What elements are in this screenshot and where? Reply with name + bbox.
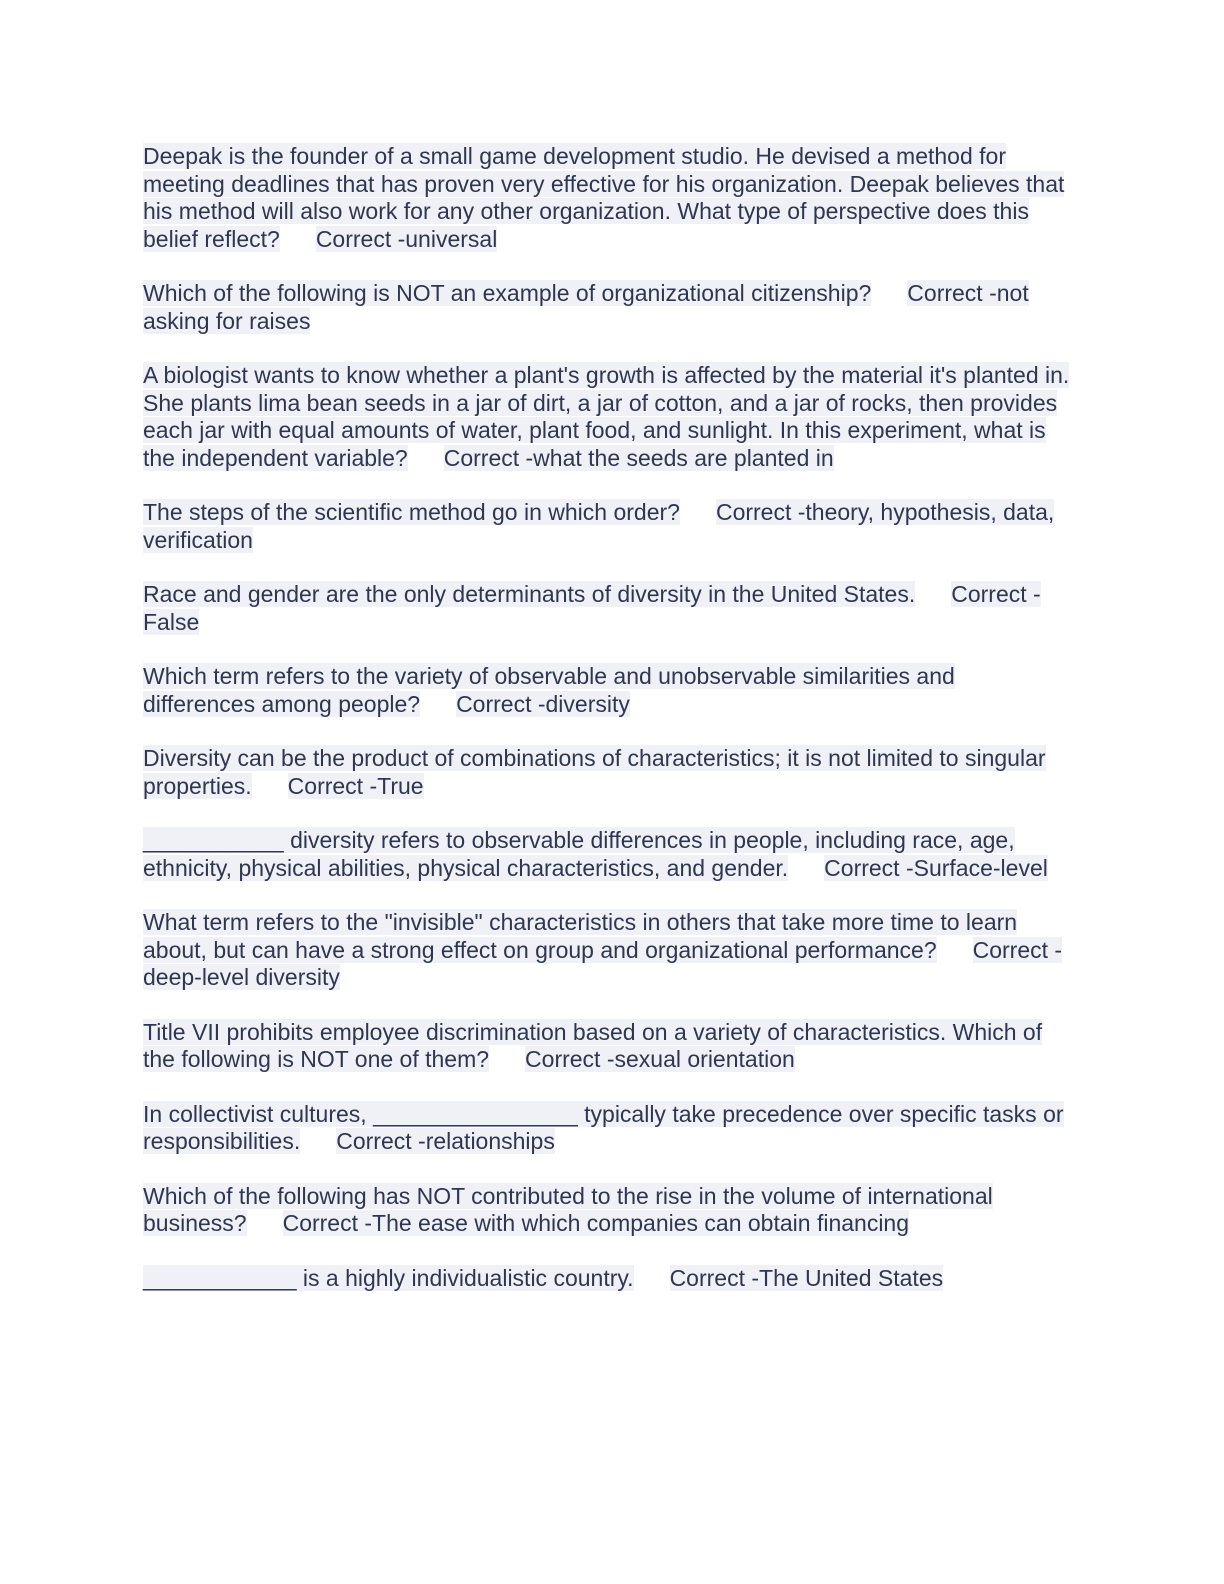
answer-text: Correct -relationships bbox=[336, 1128, 555, 1154]
qa-item-13 bbox=[143, 1265, 1073, 1293]
qa-item-1 bbox=[143, 143, 1073, 253]
question-text: Which of the following is NOT an example of organizational citizenship? bbox=[143, 280, 872, 306]
answer-text: Correct -deep-level diversity bbox=[143, 936, 1063, 990]
document-page bbox=[143, 143, 1073, 1319]
question-text: What term refers to the "invisible" characteristics in others that take more time to learn about, but can have a strong effect on group and organizational performance? bbox=[143, 909, 1018, 963]
answer-text: Correct -True bbox=[287, 772, 424, 799]
question-text: ____________ is a highly individualistic country. bbox=[143, 1264, 634, 1291]
qa-item-10 bbox=[143, 1019, 1073, 1074]
qa-item-12 bbox=[143, 1183, 1073, 1238]
qa-item-6 bbox=[143, 663, 1073, 718]
question-text: ___________ diversity refers to observable differences in people, including race, age, ethnicity, physical abilities, physical characteristics, and gender. bbox=[143, 827, 1015, 881]
question-text: The steps of the scientific method go in which order? bbox=[143, 499, 680, 525]
question-text: Which of the following has NOT contributed to the rise in the volume of international business? bbox=[143, 1182, 993, 1236]
qa-item-5 bbox=[143, 581, 1073, 636]
answer-text: Correct -Surface-level bbox=[824, 854, 1048, 881]
question-text: A biologist wants to know whether a plant's growth is affected by the material it's planted in. She plants lima bean seeds in a jar of dirt, a jar of cotton, and a jar of rocks, then provides each jar with equal amounts of water, plant food, and sunlight. In this experiment, what is the independent variable? bbox=[143, 362, 1070, 471]
question-text: Race and gender are the only determinants of diversity in the United States. bbox=[143, 581, 916, 607]
answer-text: Correct -theory, hypothesis, data, verification bbox=[143, 499, 1055, 553]
question-text: In collectivist cultures, ________________ typically take precedence over specific tasks or responsibilities. bbox=[143, 1100, 1064, 1154]
qa-item-3 bbox=[143, 362, 1073, 472]
answer-text: Correct -diversity bbox=[456, 690, 630, 717]
qa-item-4 bbox=[143, 499, 1073, 554]
qa-item-2 bbox=[143, 280, 1073, 335]
qa-item-7 bbox=[143, 745, 1073, 800]
question-text: Which term refers to the variety of observable and unobservable similarities and differences among people? bbox=[143, 663, 955, 717]
answer-text: Correct -False bbox=[143, 581, 1041, 635]
answer-text: Correct -sexual orientation bbox=[525, 1046, 795, 1072]
answer-text: Correct -universal bbox=[315, 225, 498, 252]
answer-text: Correct -The ease with which companies can obtain financing bbox=[282, 1210, 910, 1236]
answer-text: Correct -what the seeds are planted in bbox=[443, 444, 834, 471]
question-text: Diversity can be the product of combinations of characteristics; it is not limited to singular properties. bbox=[143, 745, 1046, 799]
qa-item-8 bbox=[143, 827, 1073, 882]
answer-text: Correct -The United States bbox=[669, 1264, 944, 1291]
question-text: Title VII prohibits employee discrimination based on a variety of characteristics. Which of the following is NOT one of them? bbox=[143, 1018, 1043, 1072]
question-text: Deepak is the founder of a small game development studio. He devised a method for meeting deadlines that has proven very effective for his organization. Deepak believes that his method will also work for any other organization. What type of perspective does this belief reflect? bbox=[143, 143, 1065, 252]
answer-text: Correct -not asking for raises bbox=[143, 280, 1029, 334]
qa-item-11 bbox=[143, 1101, 1073, 1156]
qa-item-9 bbox=[143, 909, 1073, 992]
